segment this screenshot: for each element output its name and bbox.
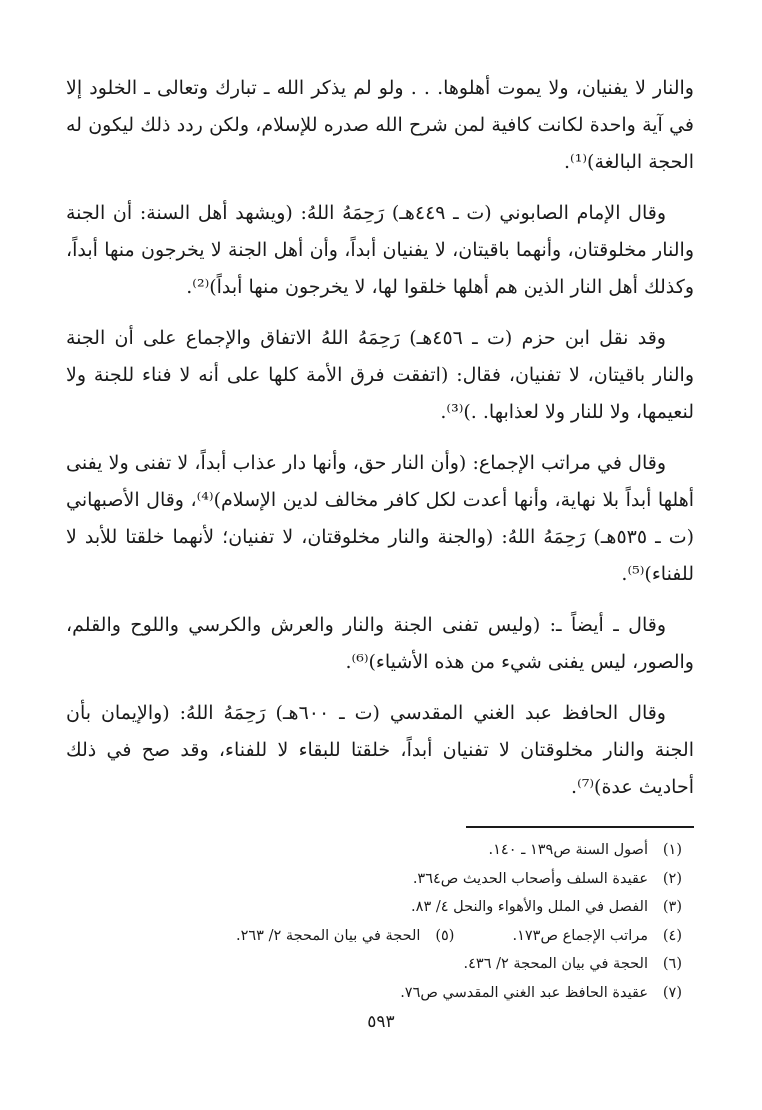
footnote-3: [411, 893, 682, 922]
page-number: ٥٩٣: [367, 1012, 395, 1032]
footnote-row: [66, 893, 682, 922]
footnote-text: الحجة في بيان المحجة ٢/ ٢٦٣.: [235, 927, 421, 944]
paragraph-2: وقال الإمام الصابوني (ت ـ ٤٤٩هـ) رَحِمَهُ اللهُ: (ويشهد أهل السنة: أن الجنة والنار مخلوقتان، وأنهما باقيتان، لا يفنيان أبداً، وأن أهل الجنة لا يخرجون منها أبداً، وكذلك أهل النار الذين هم أهلها خلقوا لها، لا يخرجون منها أبداً)⁽²⁾.: [66, 202, 694, 298]
footnote-7: [400, 979, 682, 1008]
footnote-number: (٢): [662, 870, 682, 887]
footnote-text: أصول السنة ص١٣٩ ـ ١٤٠.: [488, 842, 648, 858]
footnote-2: [413, 865, 682, 894]
main-text: [66, 70, 694, 820]
footnote-text: عقيدة الحافظ عبد الغني المقدسي ص٧٦.: [400, 984, 648, 1001]
footnote-row: [66, 979, 682, 1008]
paragraph-3: وقد نقل ابن حزم (ت ـ ٤٥٦هـ) رَحِمَهُ اللهُ الاتفاق والإجماع على أن الجنة والنار باقيتان، لا تفنيان، فقال: (اتفقت فرق الأمة كلها على أنه لا فناء للجنة ولا لنعيمها، ولا للنار ولا لعذابها. .)⁽³⁾.: [66, 327, 694, 423]
footnote-text: الحجة في بيان المحجة ٢/ ٤٣٦.: [463, 956, 648, 972]
footnote-text: الفصل في الملل والأهواء والنحل ٤/ ٨٣.: [411, 899, 648, 915]
paragraph-1: والنار لا يفنيان، ولا يموت أهلوها. . . ولو لم يذكر الله ـ تبارك وتعالى ـ الخلود إلا في آية واحدة لكانت كافية لمن شرح الله صدره للإسلام، ولكن ردد ذلك ليكون له الحجة البالغة)⁽¹⁾.: [66, 77, 694, 173]
footnote-text: عقيدة السلف وأصحاب الحديث ص٣٦٤.: [412, 870, 648, 887]
paragraph-6: وقال الحافظ عبد الغني المقدسي (ت ـ ٦٠٠هـ) رَحِمَهُ اللهُ: (والإيمان بأن الجنة والنار مخلوقتان لا تفنيان أبداً، خلقتا للبقاء لا للفناء، وقد صح في ذلك أحاديث عدة)⁽⁷⁾.: [66, 702, 694, 798]
footnote-row: [66, 836, 682, 865]
footnotes: [66, 836, 682, 1007]
footnote-number: (٦): [662, 956, 682, 972]
paragraph-5: وقال ـ أيضاً ـ: (وليس تفنى الجنة والنار والعرش والكرسي واللوح والقلم، والصور، ليس يفنى شيء من هذه الأشياء)⁽⁶⁾.: [66, 614, 694, 673]
footnote-number: (٤): [662, 927, 682, 944]
footnote-4: [512, 922, 682, 951]
footnote-row: [66, 922, 682, 951]
footnote-5: [236, 922, 454, 951]
footnote-row: [66, 865, 682, 894]
footnote-separator: [466, 826, 694, 828]
footnote-number: (٧): [662, 984, 682, 1001]
footnote-number: (٥): [435, 927, 455, 944]
footnote-number: (٣): [662, 899, 682, 915]
footnote-text: مراتب الإجماع ص١٧٣.: [512, 927, 648, 944]
paragraph-4: وقال في مراتب الإجماع: (وأن النار حق، وأنها دار عذاب أبداً، لا تفنى ولا يفنى أهلها أبداً بلا نهاية، وأنها أعدت لكل كافر مخالف لدين الإسلام)⁽⁴⁾، وقال الأصبهاني (ت ـ ٥٣٥هـ) رَحِمَهُ اللهُ: (والجنة والنار مخلوقتان، لا تفنيان؛ لأنهما خلقتا للأبد لا للفناء)⁽⁵⁾.: [66, 452, 695, 585]
footnote-1: [489, 836, 682, 865]
footnote-row: [66, 950, 682, 979]
footnote-6: [464, 950, 682, 979]
footnote-number: (١): [662, 842, 682, 858]
